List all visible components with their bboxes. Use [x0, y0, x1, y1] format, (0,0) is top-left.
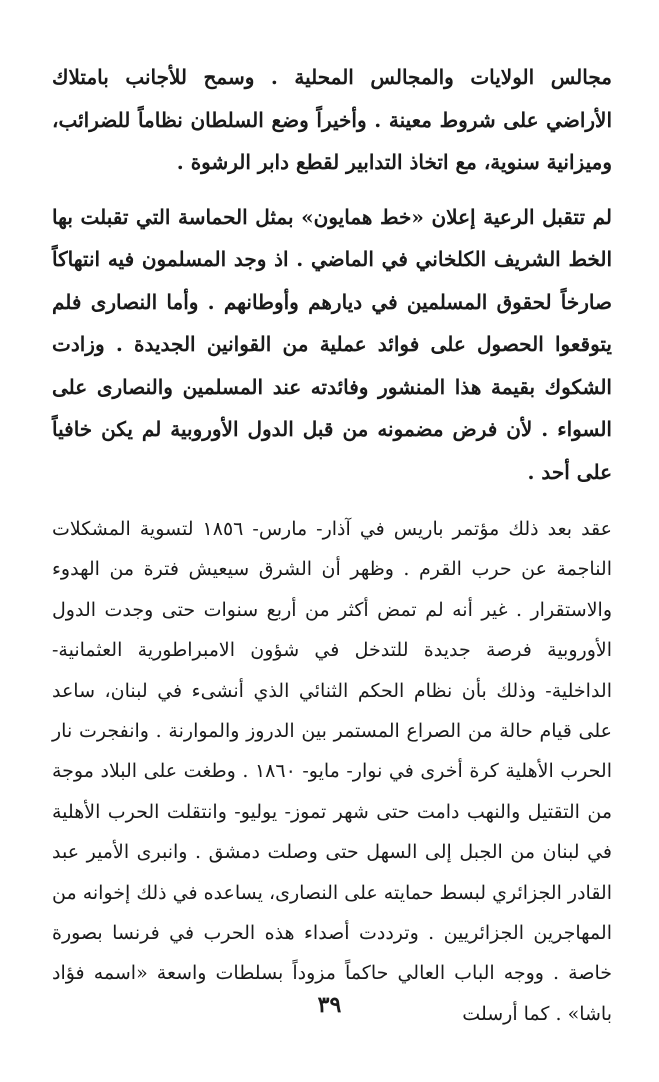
paragraph-3: عقد بعد ذلك مؤتمر باريس في آذار- مارس- ١٨٥٦ لتسوية المشكلات الناجمة عن حرب القرم . وظهر أن الشرق سيعيش فترة من الهدوء والاستقرار . غير أنه لم تمض أكثر من أربع سنوات حتى وجدت الدول الأوروبية فرصة جديدة للتدخل في شؤون الامبراطورية العثمانية- الداخلية- وذلك بأن نظام الحكم الثنائي الذي أنشىء في لبنان، ساعد على قيام حالة من الصراع المستمر بين الدروز والموارنة . وانفجرت نار الحرب الأهلية كرة أخرى في نوار- مايو- ١٨٦٠ . وطغت على البلاد موجة من التقتيل والنهب دامت حتى شهر تموز- يوليو- وانتقلت الحرب الأهلية في لبنان من الجبل إلى السهل حتى وصلت دمشق . وانبرى الأمير عبد القادر الجزائري لبسط حمايته على النصارى، يساعده في ذلك إخوانه من المهاجرين الجزائريين . وترددت أصداء هذه الحرب في فرنسا بصورة خاصة . ووجه الباب العالي حاكماً مزوداً بسلطات واسعة «اسمه فؤاد باشا» . كما أرسلت [52, 518, 613, 1025]
paragraph-1: مجالس الولايات والمجالس المحلية . وسمح للأجانب بامتلاك الأراضي على شروط معينة . وأخيراً وضع السلطان نظاماً للضرائب، وميزانية سنوية، مع اتخاذ التدابير لقطع دابر الرشوة . [52, 65, 612, 174]
page-body [52, 56, 612, 1034]
paragraph-2: لم تتقبل الرعية إعلان «خط همايون» بمثل الحماسة التي تقبلت بها الخط الشريف الكلخاني في الماضي . اذ وجد المسلمون فيه انتهاكاً صارخاً لحقوق المسلمين في ديارهم وأوطانهم . وأما النصارى فلم يتوقعوا الحصول على فوائد عملية من القوانين الجديدة . وزادت الشكوك بقيمة هذا المنشور وفائدته عند المسلمين والنصارى على السواء . لأن فرض مضمونه من قبل الدول الأوروبية لم يكن خافياً على أحد . [52, 204, 612, 484]
page-number: ٣٩ [317, 992, 342, 1018]
